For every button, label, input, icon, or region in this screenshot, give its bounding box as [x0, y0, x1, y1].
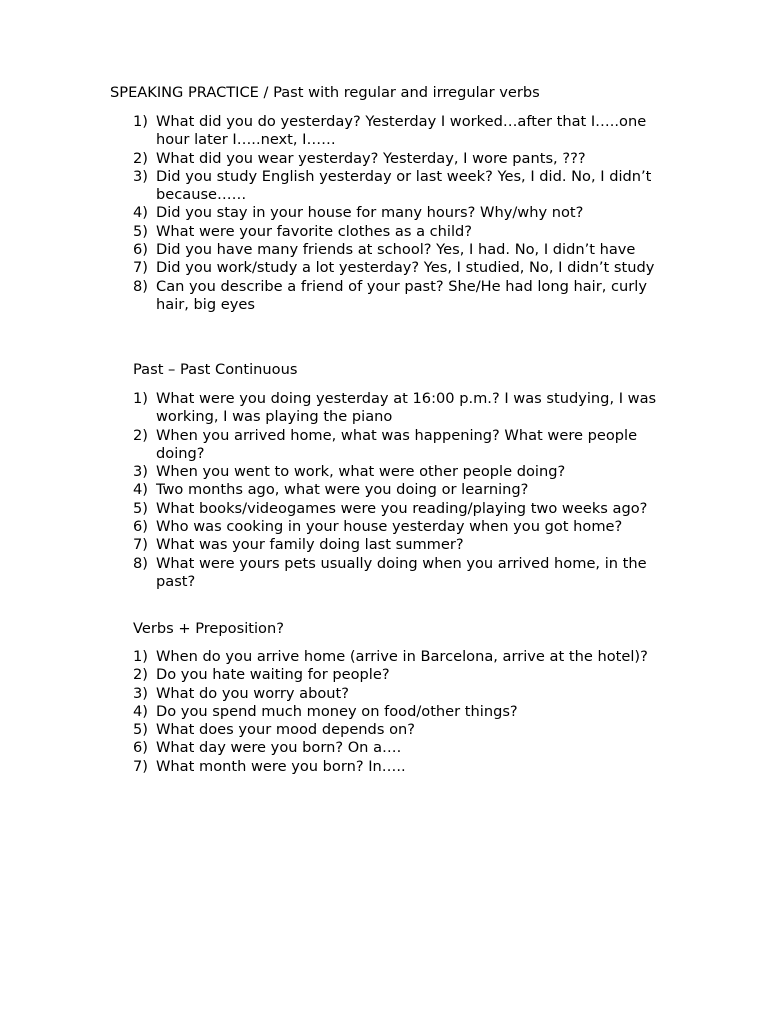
item-text: What month were you born? In…..	[156, 757, 406, 775]
verbs-preposition-question-list	[133, 648, 663, 776]
item-number: 2)	[133, 426, 148, 444]
item-number: 3)	[133, 167, 148, 185]
item-text: What do you worry about?	[156, 684, 350, 702]
item-number: 6)	[133, 518, 148, 536]
item-number: 5)	[133, 721, 148, 739]
item-number: 8)	[133, 554, 148, 572]
item-text: What books/videogames were you reading/playing two weeks ago?	[156, 499, 648, 517]
item-number: 4)	[133, 481, 148, 499]
list-item	[133, 259, 663, 277]
list-item	[133, 758, 663, 776]
item-text: Can you describe a friend of your past? She/He had long hair, curly hair, big eyes	[156, 277, 647, 313]
item-number: 3)	[133, 463, 148, 481]
list-item	[133, 241, 663, 259]
list-item	[133, 685, 663, 703]
list-item	[133, 536, 663, 554]
list-item	[133, 150, 663, 168]
list-item	[133, 500, 663, 518]
item-number: 4)	[133, 702, 148, 720]
item-text: What were your favorite clothes as a child?	[156, 222, 473, 240]
list-item	[133, 168, 663, 205]
item-number: 5)	[133, 222, 148, 240]
item-number: 1)	[133, 113, 148, 130]
list-item	[133, 463, 663, 481]
list-item	[133, 518, 663, 536]
item-number: 7)	[133, 757, 148, 775]
item-text: Who was cooking in your house yesterday when you got home?	[156, 518, 623, 536]
item-text: When you arrived home, what was happening? What were people doing?	[156, 426, 638, 462]
list-item	[133, 390, 663, 427]
item-number: 8)	[133, 277, 148, 295]
list-item	[133, 481, 663, 499]
item-number: 1)	[133, 390, 148, 407]
list-item	[133, 113, 663, 150]
section-heading-past-continuous: Past – Past Continuous	[133, 361, 298, 378]
item-text: What was your family doing last summer?	[156, 536, 464, 554]
item-text: What day were you born? On a….	[156, 739, 402, 757]
list-item	[133, 666, 663, 684]
item-number: 1)	[133, 648, 148, 665]
item-number: 2)	[133, 666, 148, 684]
list-item	[133, 204, 663, 222]
list-item	[133, 739, 663, 757]
item-text: When do you arrive home (arrive in Barcelona, arrive at the hotel)?	[156, 648, 648, 665]
section-heading-verbs-preposition: Verbs + Preposition?	[133, 620, 284, 637]
item-text: What did you wear yesterday? Yesterday, I wore pants, ???	[156, 149, 586, 167]
item-text: Did you have many friends at school? Yes, I had. No, I didn’t have	[156, 241, 636, 259]
item-text: When you went to work, what were other people doing?	[156, 463, 566, 481]
item-number: 3)	[133, 684, 148, 702]
list-item	[133, 278, 663, 315]
item-text: What did you do yesterday? Yesterday I worked…after that I…..one hour later I…..next, I……	[156, 113, 647, 149]
item-text: Two months ago, what were you doing or learning?	[156, 481, 529, 499]
item-number: 4)	[133, 204, 148, 222]
past-verbs-question-list	[133, 113, 663, 314]
item-text: Do you hate waiting for people?	[156, 666, 390, 684]
list-item	[133, 427, 663, 464]
document-title: SPEAKING PRACTICE / Past with regular and irregular verbs	[110, 84, 540, 101]
item-number: 7)	[133, 536, 148, 554]
item-number: 5)	[133, 499, 148, 517]
past-continuous-question-list	[133, 390, 663, 591]
list-item	[133, 703, 663, 721]
list-item	[133, 223, 663, 241]
item-text: Did you stay in your house for many hours? Why/why not?	[156, 204, 584, 222]
item-number: 6)	[133, 739, 148, 757]
item-text: Did you study English yesterday or last week? Yes, I did. No, I didn’t because……	[156, 167, 652, 204]
list-item	[133, 721, 663, 739]
item-text: What were you doing yesterday at 16:00 p.m.? I was studying, I was working, I was playing the piano	[156, 390, 657, 426]
item-text: What were yours pets usually doing when you arrived home, in the past?	[156, 554, 647, 590]
item-text: Do you spend much money on food/other things?	[156, 702, 518, 720]
list-item	[133, 648, 663, 666]
item-number: 7)	[133, 259, 148, 277]
item-text: What does your mood depends on?	[156, 721, 415, 739]
item-text: Did you work/study a lot yesterday? Yes, I studied, No, I didn’t study	[156, 259, 655, 277]
item-number: 2)	[133, 149, 148, 167]
list-item	[133, 555, 663, 592]
item-number: 6)	[133, 241, 148, 259]
